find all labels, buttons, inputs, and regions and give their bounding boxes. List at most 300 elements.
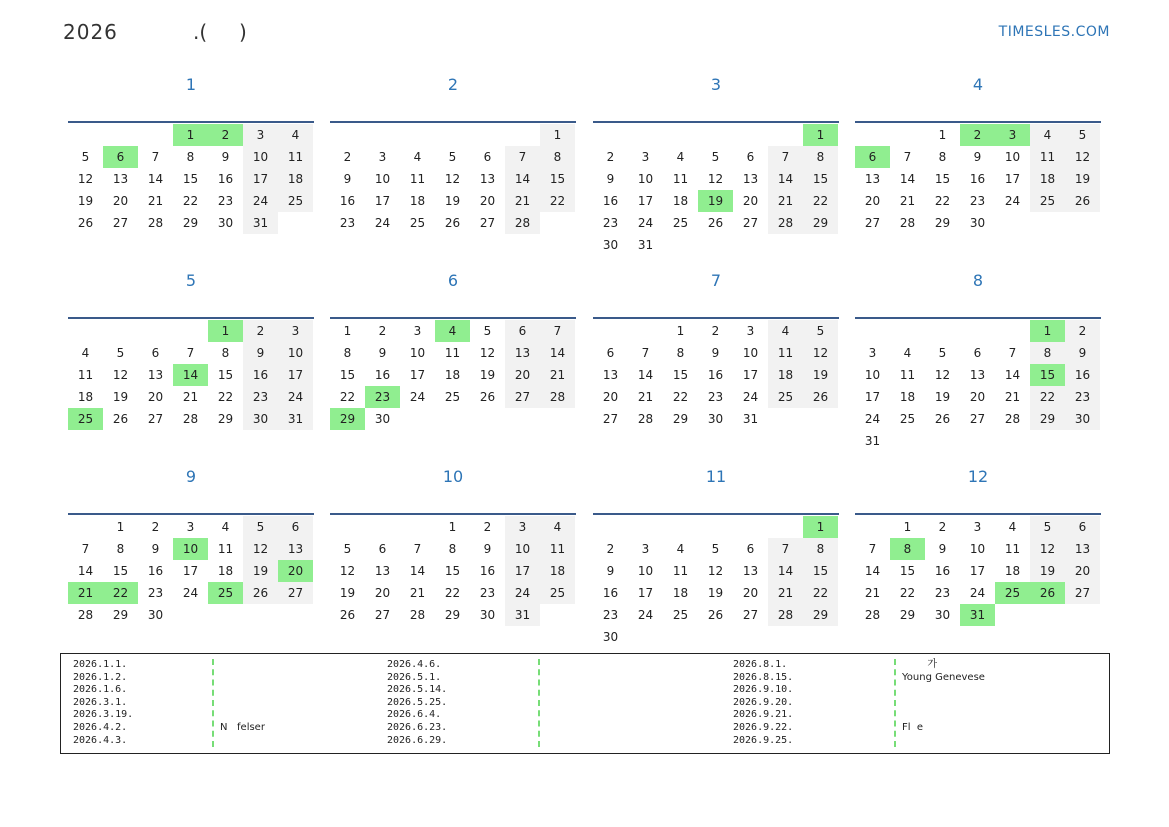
day-cell: 20 (1065, 560, 1100, 582)
day-cell: 30 (602, 630, 619, 644)
day-cell: 28 (899, 216, 916, 230)
day-cell: 8 (116, 542, 125, 556)
day-cell: 8 (803, 538, 838, 560)
day-cell: 31 (243, 212, 278, 234)
day-cell: 15 (339, 368, 356, 382)
day-cell: 16 (707, 368, 724, 382)
day-cell: 21 (1004, 390, 1021, 404)
day-cell: 4 (676, 542, 685, 556)
day-cell: 23 (217, 194, 234, 208)
day-cell: 16 (479, 564, 496, 578)
empty-cell (628, 516, 663, 538)
day-cell: 15 (672, 368, 689, 382)
day-cell: 30 (934, 608, 951, 622)
day-grid (855, 516, 1101, 626)
day-cell: 11 (278, 146, 313, 168)
holiday-dates-col-2: 2026.4.6. 2026.5.1. 2026.5.14. 2026.5.25. 2026.6.4. 2026.6.23. 2026.6.29. (387, 659, 448, 746)
day-cell: 21 (768, 582, 803, 604)
day-cell: 19 (707, 586, 724, 600)
day-cell: 1 (903, 520, 912, 534)
day-cell: 14 (768, 168, 803, 190)
day-cell: 4 (81, 346, 90, 360)
day-grid (68, 124, 314, 234)
day-cell: 19 (698, 190, 733, 212)
day-cell: 25 (1030, 190, 1065, 212)
day-cell: 17 (409, 368, 426, 382)
empty-cell (470, 124, 505, 146)
month-name: 6 (447, 271, 459, 290)
day-cell: 13 (742, 172, 759, 186)
day-cell: 6 (151, 346, 160, 360)
month-7 (593, 266, 839, 426)
day-cell: 11 (1030, 146, 1065, 168)
day-cell: 4 (540, 516, 575, 538)
day-cell: 5 (711, 542, 720, 556)
day-cell: 31 (278, 408, 313, 430)
day-cell: 15 (182, 172, 199, 186)
day-cell: 22 (899, 586, 916, 600)
day-grid (68, 516, 314, 626)
day-cell: 17 (182, 564, 199, 578)
page-title-year: 2026 (63, 20, 118, 44)
day-cell: 19 (112, 390, 129, 404)
day-cell: 29 (330, 408, 365, 430)
empty-cell (593, 124, 628, 146)
day-cell: 6 (378, 542, 387, 556)
day-cell: 11 (768, 342, 803, 364)
day-cell: 28 (768, 604, 803, 626)
day-cell: 12 (934, 368, 951, 382)
day-cell: 7 (505, 146, 540, 168)
month-divider (68, 121, 314, 123)
day-cell: 20 (602, 390, 619, 404)
day-cell: 29 (803, 212, 838, 234)
day-cell: 19 (1030, 560, 1065, 582)
day-cell: 22 (934, 194, 951, 208)
day-cell: 12 (77, 172, 94, 186)
day-cell: 26 (77, 216, 94, 230)
day-cell: 18 (77, 390, 94, 404)
day-cell: 20 (742, 194, 759, 208)
day-cell: 2 (483, 520, 492, 534)
day-cell: 3 (995, 124, 1030, 146)
day-cell: 12 (707, 172, 724, 186)
day-cell: 15 (934, 172, 951, 186)
month-name: 2 (447, 75, 459, 94)
day-cell: 8 (343, 346, 352, 360)
day-cell: 21 (505, 190, 540, 212)
day-cell: 13 (278, 538, 313, 560)
empty-cell (138, 124, 173, 146)
day-cell: 5 (711, 150, 720, 164)
day-cell: 18 (444, 368, 461, 382)
month-2 (330, 70, 576, 230)
day-cell: 26 (707, 608, 724, 622)
day-cell: 31 (742, 412, 759, 426)
day-cell: 23 (339, 216, 356, 230)
day-cell: 21 (768, 190, 803, 212)
day-cell: 8 (803, 146, 838, 168)
empty-cell (995, 320, 1030, 342)
day-cell: 30 (602, 238, 619, 252)
day-cell: 17 (637, 194, 654, 208)
day-cell: 10 (637, 172, 654, 186)
day-cell: 27 (1065, 582, 1100, 604)
day-cell: 18 (899, 390, 916, 404)
day-cell: 15 (899, 564, 916, 578)
day-cell: 18 (672, 586, 689, 600)
day-cell: 2 (938, 520, 947, 534)
day-cell: 7 (641, 346, 650, 360)
day-cell: 17 (637, 586, 654, 600)
day-cell: 27 (505, 386, 540, 408)
day-cell: 20 (742, 586, 759, 600)
day-cell: 8 (186, 150, 195, 164)
day-cell: 10 (374, 172, 391, 186)
day-cell: 6 (746, 542, 755, 556)
day-cell: 17 (243, 168, 278, 190)
day-cell: 11 (899, 368, 916, 382)
day-cell: 9 (343, 172, 352, 186)
day-cell: 27 (278, 582, 313, 604)
day-cell: 22 (217, 390, 234, 404)
day-cell: 1 (676, 324, 685, 338)
day-cell: 9 (243, 342, 278, 364)
day-cell: 14 (173, 364, 208, 386)
day-cell: 22 (103, 582, 138, 604)
day-cell: 2 (208, 124, 243, 146)
day-cell: 31 (864, 434, 881, 448)
month-divider (68, 513, 314, 515)
day-cell: 22 (540, 190, 575, 212)
day-cell: 10 (243, 146, 278, 168)
day-cell: 25 (68, 408, 103, 430)
day-cell: 24 (182, 586, 199, 600)
day-cell: 29 (217, 412, 234, 426)
day-cell: 13 (112, 172, 129, 186)
empty-cell (890, 124, 925, 146)
day-cell: 15 (112, 564, 129, 578)
day-cell: 26 (1065, 190, 1100, 212)
day-cell: 12 (339, 564, 356, 578)
day-cell: 19 (1065, 168, 1100, 190)
day-cell: 8 (676, 346, 685, 360)
day-cell: 16 (217, 172, 234, 186)
day-cell: 3 (641, 150, 650, 164)
day-cell: 28 (637, 412, 654, 426)
day-cell: 1 (208, 320, 243, 342)
day-grid (330, 124, 576, 234)
day-cell: 13 (742, 564, 759, 578)
day-cell: 24 (637, 608, 654, 622)
day-cell: 30 (969, 216, 986, 230)
day-cell: 23 (147, 586, 164, 600)
day-cell: 16 (1065, 364, 1100, 386)
day-cell: 3 (413, 324, 422, 338)
day-cell: 12 (1065, 146, 1100, 168)
day-cell: 10 (278, 342, 313, 364)
day-cell: 22 (444, 586, 461, 600)
day-cell: 20 (374, 586, 391, 600)
month-1 (68, 70, 314, 230)
day-cell: 6 (505, 320, 540, 342)
day-cell: 2 (606, 542, 615, 556)
day-cell: 13 (374, 564, 391, 578)
day-cell: 9 (938, 542, 947, 556)
day-cell: 25 (899, 412, 916, 426)
day-cell: 6 (278, 516, 313, 538)
day-cell: 21 (147, 194, 164, 208)
day-cell: 14 (899, 172, 916, 186)
day-cell: 19 (444, 194, 461, 208)
day-cell: 9 (606, 172, 615, 186)
day-cell: 5 (116, 346, 125, 360)
month-divider (855, 121, 1101, 123)
day-cell: 12 (707, 564, 724, 578)
day-cell: 21 (637, 390, 654, 404)
month-name: 5 (185, 271, 197, 290)
empty-cell (890, 320, 925, 342)
day-cell: 14 (505, 168, 540, 190)
day-cell: 6 (746, 150, 755, 164)
day-cell: 19 (479, 368, 496, 382)
day-cell: 14 (77, 564, 94, 578)
holiday-dates-col-3: 2026.8.1. 2026.8.15. 2026.9.10. 2026.9.20. 2026.9.21. 2026.9.22. 2026.9.25. (733, 659, 794, 746)
page-title-rest: .( ) (193, 20, 247, 44)
day-cell: 24 (969, 586, 986, 600)
day-cell: 3 (868, 346, 877, 360)
month-name: 9 (185, 467, 197, 486)
day-cell: 5 (81, 150, 90, 164)
day-cell: 1 (116, 520, 125, 534)
month-divider (68, 317, 314, 319)
day-cell: 14 (147, 172, 164, 186)
day-cell: 9 (378, 346, 387, 360)
day-cell: 12 (112, 368, 129, 382)
day-cell: 30 (147, 608, 164, 622)
month-name: 3 (710, 75, 722, 94)
day-cell: 24 (409, 390, 426, 404)
day-cell: 10 (505, 538, 540, 560)
day-cell: 16 (602, 586, 619, 600)
day-cell: 29 (934, 216, 951, 230)
day-grid (593, 516, 839, 648)
day-cell: 16 (602, 194, 619, 208)
day-cell: 13 (969, 368, 986, 382)
day-cell: 1 (1030, 320, 1065, 342)
day-cell: 7 (768, 146, 803, 168)
day-cell: 1 (803, 516, 838, 538)
day-cell: 12 (803, 342, 838, 364)
day-cell: 19 (243, 560, 278, 582)
month-10 (330, 462, 576, 622)
day-cell: 17 (864, 390, 881, 404)
day-cell: 13 (1065, 538, 1100, 560)
day-cell: 22 (803, 582, 838, 604)
day-cell: 17 (969, 564, 986, 578)
day-cell: 9 (1065, 342, 1100, 364)
day-cell: 6 (483, 150, 492, 164)
day-cell: 5 (1065, 124, 1100, 146)
day-cell: 21 (899, 194, 916, 208)
day-cell: 14 (409, 564, 426, 578)
day-cell: 12 (444, 172, 461, 186)
day-cell: 19 (803, 364, 838, 386)
day-cell: 26 (444, 216, 461, 230)
day-cell: 31 (960, 604, 995, 626)
day-cell: 16 (147, 564, 164, 578)
day-grid (855, 124, 1101, 234)
day-cell: 24 (505, 582, 540, 604)
day-cell: 20 (864, 194, 881, 208)
day-cell: 12 (479, 346, 496, 360)
holiday-names-col-3: 가 Young Genevese Fl e (894, 659, 985, 747)
day-cell: 18 (278, 168, 313, 190)
day-cell: 6 (855, 146, 890, 168)
empty-cell (663, 124, 698, 146)
empty-cell (68, 320, 103, 342)
day-cell: 9 (483, 542, 492, 556)
empty-cell (103, 124, 138, 146)
day-cell: 9 (221, 150, 230, 164)
day-cell: 4 (768, 320, 803, 342)
day-cell: 9 (606, 564, 615, 578)
day-cell: 10 (173, 538, 208, 560)
day-cell: 17 (374, 194, 391, 208)
month-divider (593, 317, 839, 319)
day-cell: 27 (969, 412, 986, 426)
day-cell: 30 (1065, 408, 1100, 430)
day-cell: 7 (540, 320, 575, 342)
empty-cell (68, 516, 103, 538)
empty-cell (768, 516, 803, 538)
day-cell: 13 (505, 342, 540, 364)
empty-cell (593, 516, 628, 538)
day-cell: 13 (147, 368, 164, 382)
day-cell: 11 (672, 564, 689, 578)
day-cell: 2 (378, 324, 387, 338)
day-cell: 28 (147, 216, 164, 230)
empty-cell (698, 516, 733, 538)
day-cell: 21 (864, 586, 881, 600)
day-cell: 30 (707, 412, 724, 426)
day-cell: 1 (540, 124, 575, 146)
day-cell: 11 (409, 172, 426, 186)
day-cell: 24 (742, 390, 759, 404)
holiday-list (60, 653, 1110, 754)
day-cell: 28 (409, 608, 426, 622)
day-cell: 26 (1030, 582, 1065, 604)
empty-cell (698, 124, 733, 146)
month-5 (68, 266, 314, 426)
day-cell: 12 (243, 538, 278, 560)
empty-cell (733, 124, 768, 146)
day-cell: 4 (676, 150, 685, 164)
day-cell: 25 (540, 582, 575, 604)
day-cell: 29 (672, 412, 689, 426)
day-cell: 3 (973, 520, 982, 534)
day-cell: 29 (182, 216, 199, 230)
empty-cell (330, 516, 365, 538)
day-cell: 7 (868, 542, 877, 556)
day-cell: 8 (221, 346, 230, 360)
empty-cell (855, 320, 890, 342)
day-cell: 23 (602, 216, 619, 230)
empty-cell (925, 320, 960, 342)
month-name: 10 (442, 467, 464, 486)
empty-cell (628, 320, 663, 342)
day-cell: 22 (672, 390, 689, 404)
day-cell: 15 (540, 168, 575, 190)
day-cell: 27 (147, 412, 164, 426)
empty-cell (505, 124, 540, 146)
day-cell: 11 (672, 172, 689, 186)
day-cell: 11 (540, 538, 575, 560)
day-cell: 17 (1004, 172, 1021, 186)
day-cell: 2 (1065, 320, 1100, 342)
day-cell: 23 (934, 586, 951, 600)
empty-cell (768, 124, 803, 146)
day-cell: 28 (768, 212, 803, 234)
day-cell: 4 (1008, 520, 1017, 534)
day-cell: 10 (969, 542, 986, 556)
day-cell: 20 (112, 194, 129, 208)
day-cell: 30 (243, 408, 278, 430)
month-name: 4 (972, 75, 984, 94)
day-cell: 28 (77, 608, 94, 622)
day-cell: 4 (278, 124, 313, 146)
day-cell: 13 (864, 172, 881, 186)
day-cell: 3 (243, 124, 278, 146)
month-6 (330, 266, 576, 426)
month-3 (593, 70, 839, 252)
month-divider (855, 317, 1101, 319)
holiday-names-col-1: N felser (212, 659, 265, 747)
day-cell: 28 (1004, 412, 1021, 426)
empty-cell (628, 124, 663, 146)
day-cell: 5 (483, 324, 492, 338)
day-cell: 5 (1030, 516, 1065, 538)
day-cell: 14 (1004, 368, 1021, 382)
site-brand-link[interactable]: TIMESLES.COM (998, 24, 1110, 40)
month-name: 8 (972, 271, 984, 290)
day-cell: 15 (803, 560, 838, 582)
day-cell: 24 (243, 190, 278, 212)
day-cell: 18 (540, 560, 575, 582)
day-cell: 23 (707, 390, 724, 404)
day-cell: 2 (711, 324, 720, 338)
day-cell: 26 (803, 386, 838, 408)
day-cell: 1 (448, 520, 457, 534)
day-cell: 18 (1030, 168, 1065, 190)
day-cell: 1 (343, 324, 352, 338)
day-cell: 18 (217, 564, 234, 578)
day-cell: 5 (448, 150, 457, 164)
holiday-names-col-2 (538, 659, 546, 747)
day-cell: 8 (1030, 342, 1065, 364)
month-name: 1 (185, 75, 197, 94)
day-cell: 24 (1004, 194, 1021, 208)
day-cell: 7 (903, 150, 912, 164)
day-cell: 1 (938, 128, 947, 142)
month-11 (593, 462, 839, 644)
month-8 (855, 266, 1101, 448)
day-grid (593, 320, 839, 430)
day-cell: 4 (221, 520, 230, 534)
day-cell: 9 (151, 542, 160, 556)
day-cell: 10 (637, 564, 654, 578)
day-cell: 24 (864, 412, 881, 426)
